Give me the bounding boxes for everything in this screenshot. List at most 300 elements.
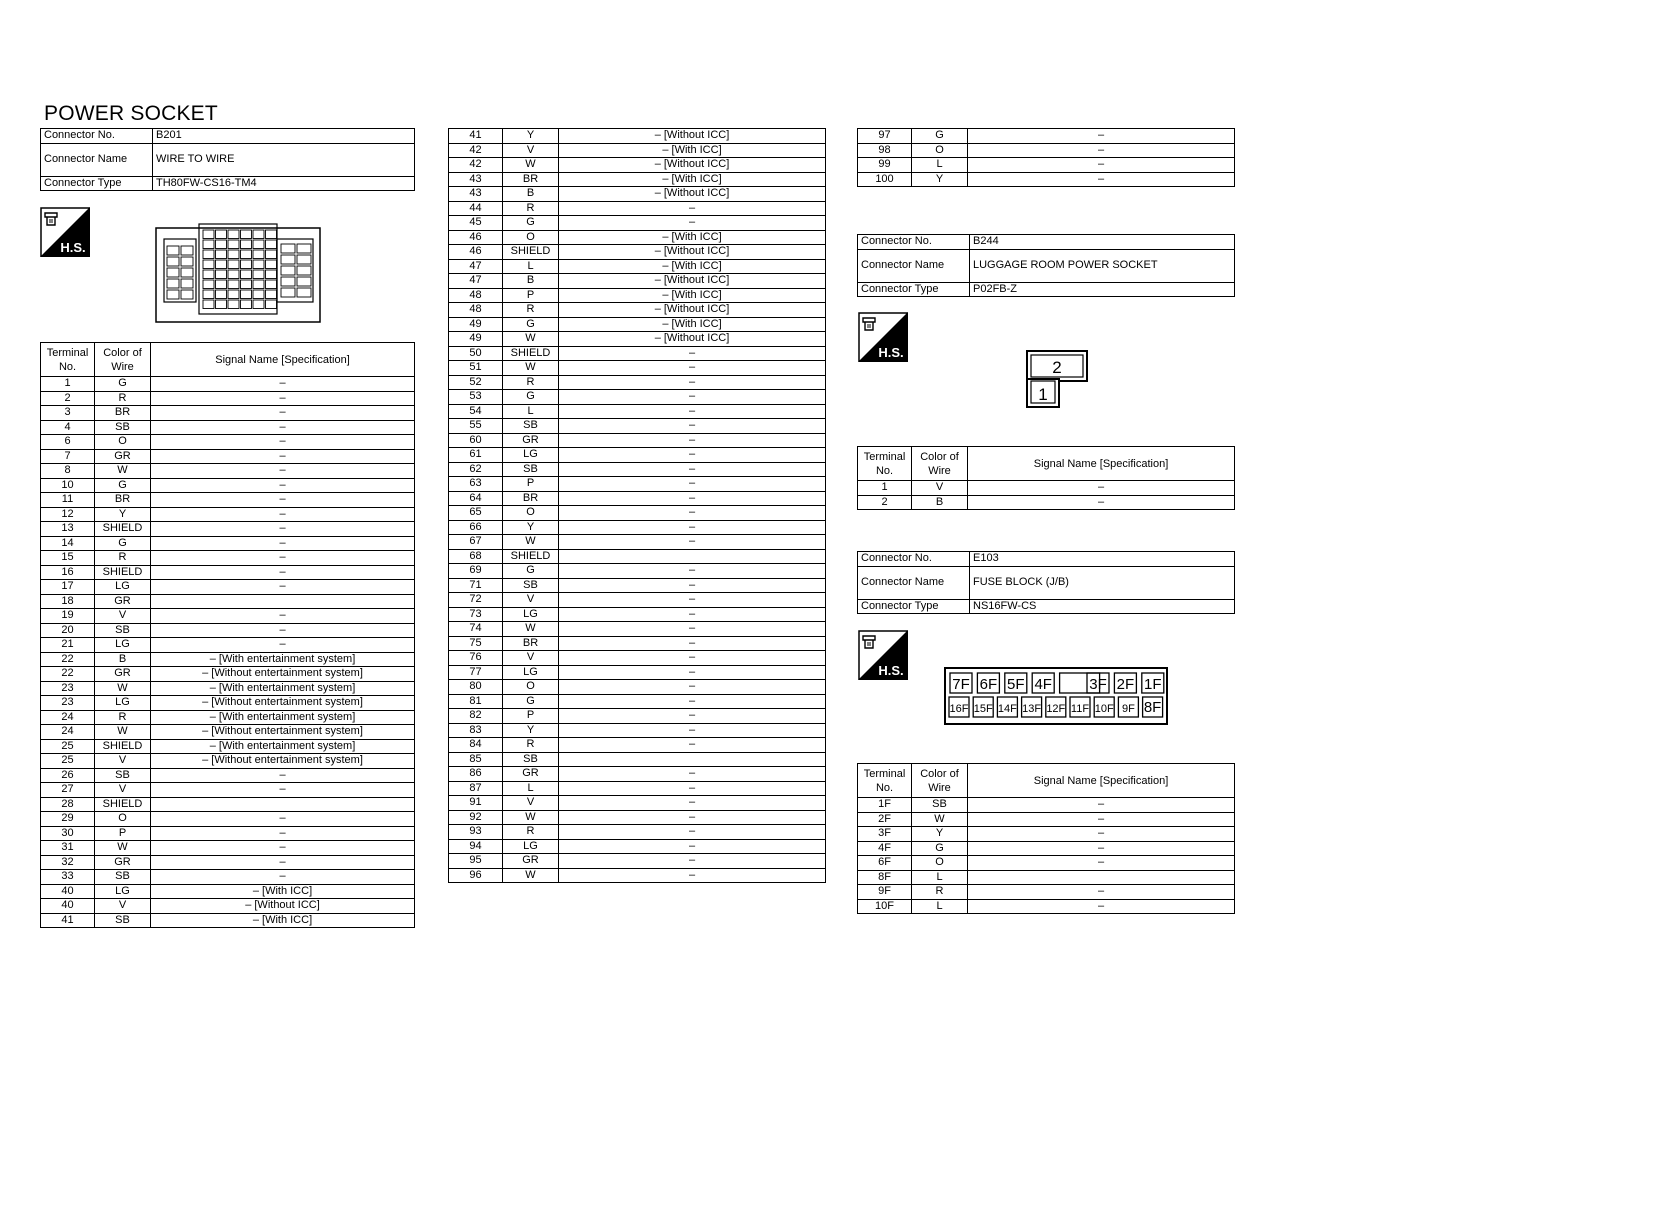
wire-color-cell: GR: [95, 449, 151, 464]
wire-color-cell: Y: [503, 723, 559, 738]
terminal-no-cell: 47: [449, 259, 503, 274]
table-row: [449, 535, 826, 550]
terminal-no-cell: 98: [858, 143, 912, 158]
signal-name-cell: –: [559, 216, 826, 231]
wire-color-cell: LG: [95, 580, 151, 595]
pin-label: 12F: [1046, 703, 1066, 715]
terminal-no-cell: 80: [449, 680, 503, 695]
terminal-no-cell: 42: [449, 143, 503, 158]
table-row: [449, 346, 826, 361]
wire-color-cell: GR: [503, 767, 559, 782]
terminal-no-cell: 8: [41, 464, 95, 479]
wire-color-cell: G: [503, 564, 559, 579]
connector-no-value: B244: [970, 235, 1235, 250]
wire-color-cell: SHIELD: [503, 245, 559, 260]
pin-label: 11F: [1070, 703, 1090, 715]
table-row: [858, 495, 1235, 510]
table-row: [449, 332, 826, 347]
table-row: [41, 623, 415, 638]
signal-name-cell: –: [151, 609, 415, 624]
wire-color-cell: V: [95, 899, 151, 914]
connector-no-value: E103: [970, 552, 1235, 567]
wire-color-cell: GR: [95, 667, 151, 682]
terminal-no-cell: 9F: [858, 885, 912, 900]
wire-color-cell: W: [95, 681, 151, 696]
table-row: [858, 143, 1235, 158]
signal-name-cell: –: [968, 899, 1235, 914]
terminal-header: Terminal No.: [858, 447, 912, 481]
signal-name-cell: –: [968, 158, 1235, 173]
terminal-no-cell: 73: [449, 607, 503, 622]
wire-color-cell: L: [912, 899, 968, 914]
terminal-no-cell: 28: [41, 797, 95, 812]
table-row: [449, 854, 826, 869]
wire-color-cell: O: [912, 143, 968, 158]
color-header: Color of Wire: [912, 447, 968, 481]
table-row: [449, 187, 826, 202]
table-row: [449, 245, 826, 260]
terminal-no-cell: 66: [449, 520, 503, 535]
wire-color-cell: L: [503, 259, 559, 274]
terminal-no-cell: 49: [449, 317, 503, 332]
signal-name-cell: –: [151, 565, 415, 580]
table-row: [41, 710, 415, 725]
table-row: [41, 870, 415, 885]
table-row: [449, 839, 826, 854]
table-row: [449, 129, 826, 144]
table-row: [41, 638, 415, 653]
signal-name-cell: –: [559, 694, 826, 709]
wire-color-cell: R: [95, 710, 151, 725]
signal-name-cell: – [Without ICC]: [151, 899, 415, 914]
table-row: [449, 448, 826, 463]
table-row: [449, 607, 826, 622]
terminal-no-cell: 83: [449, 723, 503, 738]
signal-name-cell: –: [559, 593, 826, 608]
terminal-no-cell: 40: [41, 899, 95, 914]
table-row: [449, 419, 826, 434]
terminal-no-cell: 25: [41, 739, 95, 754]
pin-label: 9F: [1121, 703, 1135, 715]
terminal-no-cell: 71: [449, 578, 503, 593]
terminal-no-cell: 67: [449, 535, 503, 550]
terminal-no-cell: 99: [858, 158, 912, 173]
table-row: [449, 375, 826, 390]
terminal-no-cell: 3F: [858, 827, 912, 842]
terminal-no-cell: 4F: [858, 841, 912, 856]
wire-color-cell: P: [95, 826, 151, 841]
wire-color-cell: O: [503, 680, 559, 695]
terminal-no-cell: 21: [41, 638, 95, 653]
terminal-header: Terminal No.: [41, 343, 95, 377]
table-row: [41, 594, 415, 609]
table-row: [41, 739, 415, 754]
signal-name-cell: – [With ICC]: [559, 143, 826, 158]
signal-name-cell: –: [559, 709, 826, 724]
terminal-no-cell: 20: [41, 623, 95, 638]
pin-label: 1F: [1144, 676, 1162, 693]
terminal-table-b201-part3: [857, 128, 1235, 187]
wire-color-cell: BR: [95, 406, 151, 421]
connector-face-e103: [944, 667, 1168, 725]
terminal-no-cell: 97: [858, 129, 912, 144]
wire-color-cell: L: [503, 404, 559, 419]
terminal-no-cell: 64: [449, 491, 503, 506]
wire-color-cell: SB: [95, 420, 151, 435]
wire-color-cell: V: [95, 754, 151, 769]
terminal-no-cell: 92: [449, 810, 503, 825]
table-row: [41, 841, 415, 856]
table-row: [449, 781, 826, 796]
terminal-no-cell: 22: [41, 652, 95, 667]
table-row: [41, 609, 415, 624]
table-row: [449, 709, 826, 724]
wire-color-cell: SHIELD: [95, 522, 151, 537]
wire-color-cell: R: [503, 303, 559, 318]
signal-name-cell: –: [559, 651, 826, 666]
wire-color-cell: LG: [503, 665, 559, 680]
table-row: [449, 216, 826, 231]
connector-type-label: Connector Type: [858, 599, 970, 614]
wire-color-cell: V: [503, 796, 559, 811]
signal-name-cell: [968, 870, 1235, 885]
table-row: [858, 798, 1235, 813]
table-row: [449, 738, 826, 753]
signal-name-cell: –: [559, 607, 826, 622]
wire-color-cell: R: [503, 825, 559, 840]
harness-side-icon: [858, 312, 908, 362]
wire-color-cell: SHIELD: [95, 565, 151, 580]
table-row: [41, 768, 415, 783]
signal-name-cell: –: [559, 535, 826, 550]
wire-color-cell: Y: [503, 129, 559, 144]
table-row: [41, 449, 415, 464]
wire-color-cell: P: [503, 288, 559, 303]
wire-color-cell: R: [503, 375, 559, 390]
signal-name-cell: –: [151, 551, 415, 566]
wire-color-cell: L: [912, 158, 968, 173]
terminal-no-cell: 29: [41, 812, 95, 827]
terminal-no-cell: 48: [449, 303, 503, 318]
signal-name-cell: – [With ICC]: [151, 913, 415, 928]
table-row: [449, 172, 826, 187]
signal-name-cell: –: [151, 406, 415, 421]
signal-name-cell: – [Without ICC]: [559, 187, 826, 202]
wire-color-cell: P: [503, 709, 559, 724]
signal-name-cell: –: [559, 723, 826, 738]
connector-no-label: Connector No.: [41, 129, 153, 144]
wire-color-cell: W: [912, 812, 968, 827]
table-row: [449, 564, 826, 579]
terminal-no-cell: 8F: [858, 870, 912, 885]
table-row: [449, 825, 826, 840]
wire-color-cell: SB: [912, 798, 968, 813]
table-row: [41, 522, 415, 537]
wire-color-cell: LG: [503, 448, 559, 463]
terminal-no-cell: 12: [41, 507, 95, 522]
terminal-no-cell: 23: [41, 681, 95, 696]
wire-color-cell: W: [503, 158, 559, 173]
table-row: [41, 696, 415, 711]
table-row: [41, 797, 415, 812]
signal-name-cell: –: [559, 390, 826, 405]
signal-name-cell: – [Without entertainment system]: [151, 667, 415, 682]
signal-name-cell: –: [151, 493, 415, 508]
wire-color-cell: G: [95, 478, 151, 493]
wire-color-cell: LG: [95, 884, 151, 899]
connector-name-value: FUSE BLOCK (J/B): [970, 566, 1235, 599]
table-row: [449, 810, 826, 825]
table-row: [41, 855, 415, 870]
wire-color-cell: O: [503, 506, 559, 521]
wire-color-cell: V: [95, 783, 151, 798]
table-row: [41, 652, 415, 667]
table-row: [449, 752, 826, 767]
harness-side-icon: [40, 207, 90, 257]
signal-name-cell: –: [559, 825, 826, 840]
table-row: [41, 551, 415, 566]
signal-name-cell: –: [968, 495, 1235, 510]
pin-label: 10F: [1094, 703, 1114, 715]
terminal-no-cell: 93: [449, 825, 503, 840]
pin-label: 14F: [997, 703, 1017, 715]
signal-name-cell: –: [151, 826, 415, 841]
table-row: [449, 143, 826, 158]
table-row: [41, 377, 415, 392]
signal-header: Signal Name [Specification]: [968, 447, 1235, 481]
connector-type-label: Connector Type: [41, 176, 153, 191]
signal-name-cell: –: [968, 172, 1235, 187]
wire-color-cell: W: [503, 810, 559, 825]
signal-name-cell: –: [559, 839, 826, 854]
terminal-no-cell: 24: [41, 725, 95, 740]
table-row: [41, 406, 415, 421]
table-row: [449, 723, 826, 738]
wire-color-cell: SB: [503, 752, 559, 767]
terminal-no-cell: 77: [449, 665, 503, 680]
signal-name-cell: –: [968, 885, 1235, 900]
signal-name-cell: –: [559, 520, 826, 535]
terminal-no-cell: 3: [41, 406, 95, 421]
signal-name-cell: –: [151, 855, 415, 870]
wire-color-cell: SHIELD: [95, 739, 151, 754]
signal-name-cell: –: [559, 578, 826, 593]
terminal-no-cell: 40: [41, 884, 95, 899]
signal-name-cell: –: [151, 536, 415, 551]
wire-color-cell: O: [95, 812, 151, 827]
terminal-no-cell: 2: [858, 495, 912, 510]
wire-color-cell: G: [95, 536, 151, 551]
terminal-no-cell: 23: [41, 696, 95, 711]
signal-name-cell: –: [559, 767, 826, 782]
pin-label: 6F: [979, 676, 998, 693]
signal-name-cell: –: [151, 449, 415, 464]
wire-color-cell: W: [503, 535, 559, 550]
signal-name-cell: –: [559, 781, 826, 796]
connector-no-label: Connector No.: [858, 552, 970, 567]
signal-name-cell: –: [559, 796, 826, 811]
table-row: [449, 506, 826, 521]
wire-color-cell: BR: [95, 493, 151, 508]
connector-info-b244: [857, 234, 1235, 297]
signal-name-cell: – [Without entertainment system]: [151, 725, 415, 740]
wire-color-cell: L: [503, 781, 559, 796]
connector-name-label: Connector Name: [858, 566, 970, 599]
wire-color-cell: BR: [503, 491, 559, 506]
table-row: [449, 665, 826, 680]
terminal-no-cell: 16: [41, 565, 95, 580]
wire-color-cell: BR: [503, 172, 559, 187]
wire-color-cell: G: [912, 841, 968, 856]
table-row: [449, 651, 826, 666]
signal-header: Signal Name [Specification]: [151, 343, 415, 377]
signal-name-cell: –: [968, 841, 1235, 856]
table-row: [449, 622, 826, 637]
terminal-no-cell: 1: [41, 377, 95, 392]
signal-name-cell: –: [151, 841, 415, 856]
connector-name-value: WIRE TO WIRE: [153, 143, 415, 176]
table-row: [449, 433, 826, 448]
terminal-no-cell: 24: [41, 710, 95, 725]
terminal-no-cell: 86: [449, 767, 503, 782]
wire-color-cell: LG: [503, 839, 559, 854]
connector-type-value: P02FB-Z: [970, 282, 1235, 297]
table-row: [449, 578, 826, 593]
signal-name-cell: –: [151, 812, 415, 827]
table-row: [449, 201, 826, 216]
wire-color-cell: GR: [503, 854, 559, 869]
signal-name-cell: –: [151, 580, 415, 595]
wire-color-cell: Y: [95, 507, 151, 522]
connector-type-value: NS16FW-CS: [970, 599, 1235, 614]
signal-name-cell: –: [559, 491, 826, 506]
wire-color-cell: G: [503, 317, 559, 332]
terminal-no-cell: 63: [449, 477, 503, 492]
color-header: Color of Wire: [912, 764, 968, 798]
signal-name-cell: – [With entertainment system]: [151, 652, 415, 667]
terminal-no-cell: 96: [449, 868, 503, 883]
wire-color-cell: G: [503, 390, 559, 405]
table-row: [858, 158, 1235, 173]
terminal-no-cell: 25: [41, 754, 95, 769]
wire-color-cell: G: [912, 129, 968, 144]
terminal-no-cell: 60: [449, 433, 503, 448]
terminal-no-cell: 14: [41, 536, 95, 551]
connector-no-label: Connector No.: [858, 235, 970, 250]
terminal-no-cell: 94: [449, 839, 503, 854]
terminal-no-cell: 85: [449, 752, 503, 767]
table-row: [858, 827, 1235, 842]
wire-color-cell: SB: [95, 768, 151, 783]
table-row: [449, 491, 826, 506]
signal-name-cell: –: [559, 680, 826, 695]
signal-name-cell: [151, 797, 415, 812]
table-row: [449, 259, 826, 274]
wire-color-cell: BR: [503, 636, 559, 651]
table-row: [41, 783, 415, 798]
terminal-no-cell: 46: [449, 230, 503, 245]
wire-color-cell: SB: [503, 578, 559, 593]
signal-name-cell: – [With ICC]: [559, 317, 826, 332]
terminal-no-cell: 4: [41, 420, 95, 435]
table-row: [41, 464, 415, 479]
signal-name-cell: –: [151, 522, 415, 537]
pin-label: 4F: [1034, 676, 1052, 693]
signal-name-cell: –: [151, 507, 415, 522]
terminal-no-cell: 91: [449, 796, 503, 811]
wire-color-cell: Y: [912, 172, 968, 187]
table-row: [41, 667, 415, 682]
table-row: [41, 420, 415, 435]
signal-name-cell: –: [559, 564, 826, 579]
pin-label: 16F: [949, 703, 969, 715]
wire-color-cell: G: [503, 694, 559, 709]
signal-name-cell: – [With entertainment system]: [151, 681, 415, 696]
pin-label: 15F: [973, 703, 993, 715]
wire-color-cell: V: [503, 651, 559, 666]
connector-no-value: B201: [153, 129, 415, 144]
signal-name-cell: –: [968, 856, 1235, 871]
terminal-no-cell: 49: [449, 332, 503, 347]
table-row: [41, 507, 415, 522]
signal-header: Signal Name [Specification]: [968, 764, 1235, 798]
table-row: [41, 913, 415, 928]
wire-color-cell: Y: [912, 827, 968, 842]
pin-label: 8F: [1143, 699, 1162, 716]
table-row: [41, 754, 415, 769]
wire-color-cell: W: [95, 725, 151, 740]
terminal-no-cell: 7: [41, 449, 95, 464]
table-row: [449, 694, 826, 709]
pin-label: 7F: [952, 676, 970, 693]
terminal-no-cell: 6F: [858, 856, 912, 871]
wire-color-cell: SB: [95, 870, 151, 885]
terminal-no-cell: 43: [449, 187, 503, 202]
wire-color-cell: SB: [95, 623, 151, 638]
terminal-no-cell: 55: [449, 419, 503, 434]
terminal-no-cell: 32: [41, 855, 95, 870]
terminal-no-cell: 95: [449, 854, 503, 869]
terminal-no-cell: 61: [449, 448, 503, 463]
signal-name-cell: – [With entertainment system]: [151, 739, 415, 754]
wire-color-cell: GR: [503, 433, 559, 448]
terminal-table-b244: [857, 446, 1235, 510]
terminal-no-cell: 19: [41, 609, 95, 624]
table-row: [41, 899, 415, 914]
page-title: POWER SOCKET: [44, 102, 218, 125]
table-row: [449, 767, 826, 782]
connector-face-b201: [155, 222, 321, 324]
terminal-no-cell: 45: [449, 216, 503, 231]
wire-color-cell: LG: [503, 607, 559, 622]
signal-name-cell: – [Without ICC]: [559, 332, 826, 347]
terminal-no-cell: 76: [449, 651, 503, 666]
connector-name-label: Connector Name: [41, 143, 153, 176]
wire-color-cell: O: [912, 856, 968, 871]
table-row: [449, 274, 826, 289]
terminal-header: Terminal No.: [858, 764, 912, 798]
signal-name-cell: – [Without ICC]: [559, 303, 826, 318]
wire-color-cell: W: [95, 464, 151, 479]
wire-color-cell: G: [503, 216, 559, 231]
terminal-no-cell: 17: [41, 580, 95, 595]
signal-name-cell: – [Without ICC]: [559, 245, 826, 260]
wire-color-cell: SB: [503, 419, 559, 434]
connector-name-label: Connector Name: [858, 249, 970, 282]
terminal-no-cell: 65: [449, 506, 503, 521]
wire-color-cell: V: [912, 481, 968, 496]
connector-face-b244: [1025, 349, 1089, 409]
